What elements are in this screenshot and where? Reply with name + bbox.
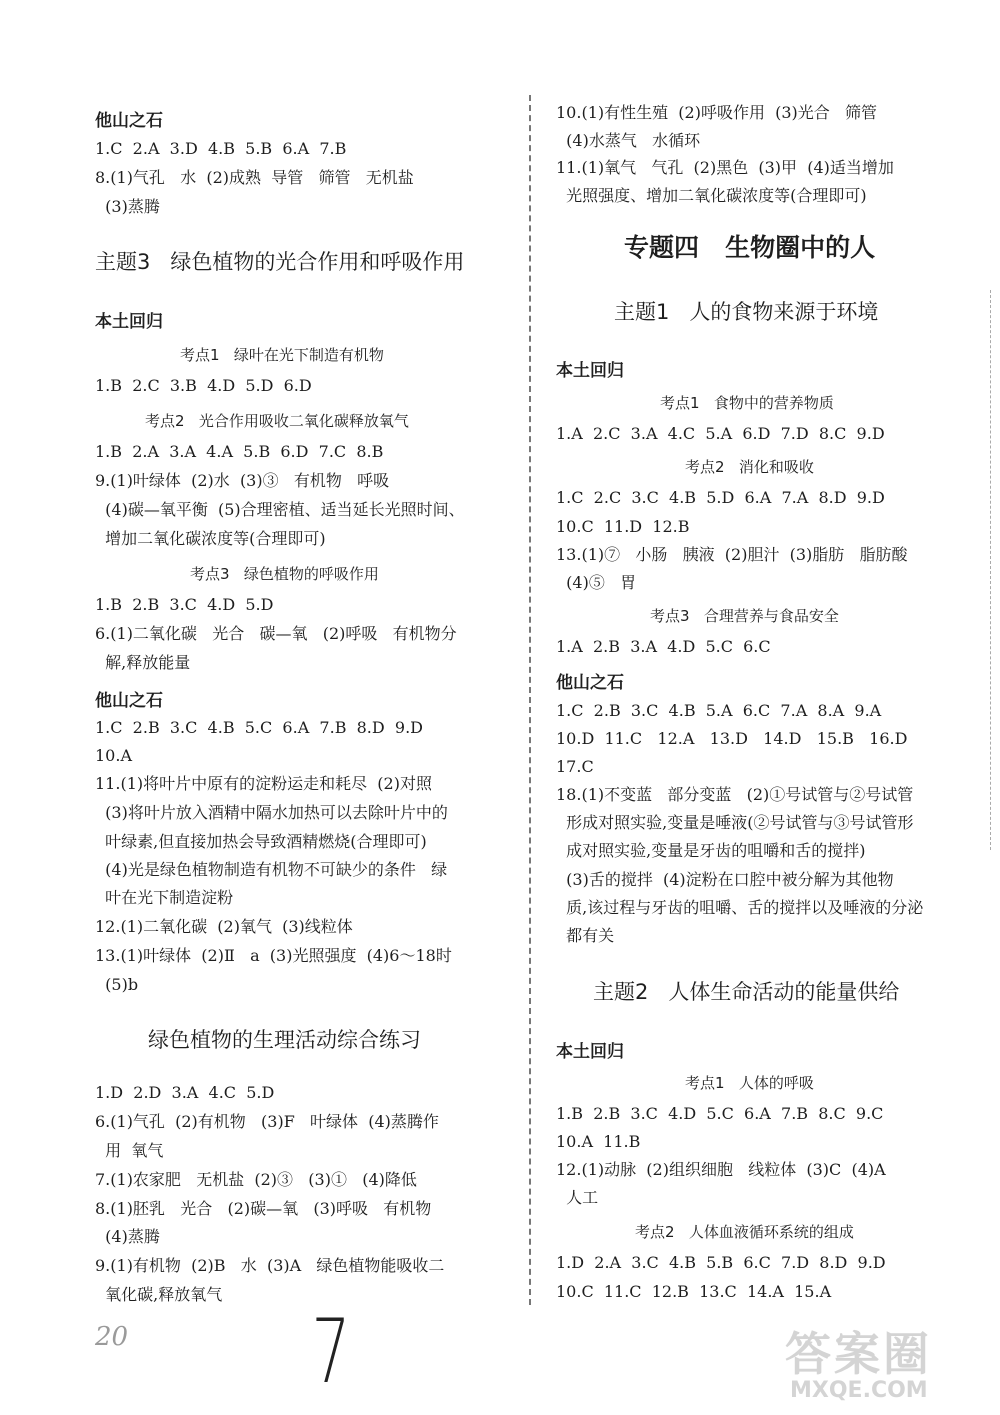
answer-line: 18.(1)不变蓝 部分变蓝 (2)①号试管与②号试管 — [556, 785, 914, 804]
special-topic-title: 专题四 生物圈中的人 — [624, 233, 876, 262]
section-heading: 他山之石 — [95, 691, 163, 711]
topic-title: 主题1 人的食物来源于环境 — [614, 300, 879, 324]
section-heading: 本土回归 — [556, 361, 624, 381]
page-number: 20 — [95, 1322, 129, 1352]
answer-line: 1.B 2.B 3.C 4.D 5.C 6.A 7.B 8.C 9.C — [556, 1104, 884, 1123]
answer-line: 1.C 2.A 3.D 4.B 5.B 6.A 7.B — [95, 139, 347, 158]
answer-line: 解,释放能量 — [95, 653, 191, 672]
exam-point-heading: 考点3 绿色植物的呼吸作用 — [190, 565, 379, 583]
answer-line: (3)将叶片放入酒精中隔水加热可以去除叶片中的 — [95, 803, 448, 822]
answer-line: 1.C 2.B 3.C 4.B 5.A 6.C 7.A 8.A 9.A — [556, 701, 882, 720]
handwritten-mark: 7 — [311, 1300, 351, 1403]
answer-line: 1.D 2.A 3.C 4.B 5.B 6.C 7.D 8.D 9.D — [556, 1253, 886, 1272]
answer-line: 7.(1)农家肥 无机盐 (2)③ (3)① (4)降低 — [95, 1170, 417, 1189]
answer-line: 10.C 11.D 12.B — [556, 517, 690, 536]
answer-line: 叶绿素,但直接加热会导致酒精燃烧(合理即可) — [95, 832, 427, 851]
exam-point-heading: 考点1 人体的呼吸 — [685, 1074, 814, 1092]
answer-line: 成对照实验,变量是牙齿的咀嚼和舌的搅拌) — [556, 841, 866, 860]
exam-point-heading: 考点2 光合作用吸收二氧化碳释放氧气 — [145, 412, 409, 430]
topic-title: 主题3 绿色植物的光合作用和呼吸作用 — [95, 250, 465, 274]
answer-line: 9.(1)叶绿体 (2)水 (3)③ 有机物 呼吸 — [95, 471, 390, 490]
answer-line: 1.C 2.B 3.C 4.B 5.C 6.A 7.B 8.D 9.D — [95, 718, 423, 737]
exam-point-heading: 考点3 合理营养与食品安全 — [650, 607, 839, 625]
answer-line: 形成对照实验,变量是唾液(②号试管与③号试管形 — [556, 813, 914, 832]
topic-title: 主题2 人体生命活动的能量供给 — [593, 980, 900, 1004]
exam-point-heading: 考点2 人体血液循环系统的组成 — [635, 1223, 854, 1241]
answer-line: 13.(1)⑦ 小肠 胰液 (2)胆汁 (3)脂肪 脂肪酸 — [556, 545, 908, 564]
answer-line: 10.(1)有性生殖 (2)呼吸作用 (3)光合 筛管 — [556, 103, 878, 122]
answer-line: 10.D 11.C 12.A 13.D 14.D 15.B 16.D — [556, 729, 908, 748]
answer-line: 10.A 11.B — [556, 1132, 641, 1151]
answer-line: 11.(1)氧气 气孔 (2)黑色 (3)甲 (4)适当增加 — [556, 158, 894, 177]
exam-point-heading: 考点1 绿叶在光下制造有机物 — [180, 346, 384, 364]
exam-point-heading: 考点1 食物中的营养物质 — [660, 394, 834, 412]
answer-line: 12.(1)动脉 (2)组织细胞 线粒体 (3)C (4)A — [556, 1160, 886, 1179]
watermark-logo: 答案圈 — [785, 1327, 932, 1381]
answer-line: 1.A 2.B 3.A 4.D 5.C 6.C — [556, 637, 771, 656]
answer-line: 用 氧气 — [95, 1141, 164, 1160]
answer-line: 叶在光下制造淀粉 — [95, 888, 234, 907]
answer-line: 1.D 2.D 3.A 4.C 5.D — [95, 1083, 275, 1102]
answer-line: 17.C — [556, 757, 594, 776]
answer-line: 8.(1)气孔 水 (2)成熟 导管 筛管 无机盐 — [95, 168, 414, 187]
topic-title: 绿色植物的生理活动综合练习 — [148, 1028, 421, 1052]
answer-line: (3)蒸腾 — [95, 197, 160, 216]
answer-line: 增加二氧化碳浓度等(合理即可) — [95, 529, 326, 548]
answer-line: 1.C 2.C 3.C 4.B 5.D 6.A 7.A 8.D 9.D — [556, 488, 885, 507]
answer-line: (4)光是绿色植物制造有机物不可缺少的条件 绿 — [95, 860, 448, 879]
answer-line: 1.B 2.A 3.A 4.A 5.B 6.D 7.C 8.B — [95, 442, 384, 461]
answer-line: 1.B 2.C 3.B 4.D 5.D 6.D — [95, 376, 312, 395]
answer-line: (3)舌的搅拌 (4)淀粉在口腔中被分解为其他物 — [556, 870, 894, 889]
section-heading: 他山之石 — [556, 673, 624, 693]
answer-line: 光照强度、增加二氧化碳浓度等(合理即可) — [556, 186, 867, 205]
answer-line: 13.(1)叶绿体 (2)Ⅱ a (3)光照强度 (4)6～18时 — [95, 946, 452, 965]
exam-point-heading: 考点2 消化和吸收 — [685, 458, 814, 476]
answer-line: 12.(1)二氧化碳 (2)氧气 (3)线粒体 — [95, 917, 353, 936]
answer-line: 8.(1)胚乳 光合 (2)碳—氧 (3)呼吸 有机物 — [95, 1199, 432, 1218]
answer-line: 质,该过程与牙齿的咀嚼、舌的搅拌以及唾液的分泌 — [556, 898, 924, 917]
answer-line: (4)碳—氧平衡 (5)合理密植、适当延长光照时间、 — [95, 500, 465, 519]
watermark-url: MXQE.COM — [790, 1378, 928, 1403]
answer-line: 都有关 — [556, 926, 615, 945]
answer-line: (5)b — [95, 975, 139, 994]
section-heading: 本土回归 — [556, 1042, 624, 1062]
answer-line: 1.B 2.B 3.C 4.D 5.D — [95, 595, 274, 614]
column-divider — [529, 95, 531, 1305]
answer-line: 11.(1)将叶片中原有的淀粉运走和耗尽 (2)对照 — [95, 774, 432, 793]
answer-line: 1.A 2.C 3.A 4.C 5.A 6.D 7.D 8.C 9.D — [556, 424, 885, 443]
answer-line: 9.(1)有机物 (2)B 水 (3)A 绿色植物能吸收二 — [95, 1256, 445, 1275]
page-edge-line — [990, 290, 991, 850]
answer-line: 人工 — [556, 1188, 599, 1207]
section-heading: 他山之石 — [95, 111, 163, 131]
answer-line: 10.A — [95, 746, 132, 765]
answer-line: (4)水蒸气 水循环 — [556, 131, 701, 150]
section-heading: 本土回归 — [95, 312, 163, 332]
answer-line: (4)⑤ 胃 — [556, 573, 637, 592]
answer-line: 6.(1)二氧化碳 光合 碳—氧 (2)呼吸 有机物分 — [95, 624, 457, 643]
answer-line: (4)蒸腾 — [95, 1227, 160, 1246]
answer-line: 氧化碳,释放氧气 — [95, 1285, 223, 1304]
answer-line: 10.C 11.C 12.B 13.C 14.A 15.A — [556, 1282, 832, 1301]
answer-line: 6.(1)气孔 (2)有机物 (3)F 叶绿体 (4)蒸腾作 — [95, 1112, 439, 1131]
